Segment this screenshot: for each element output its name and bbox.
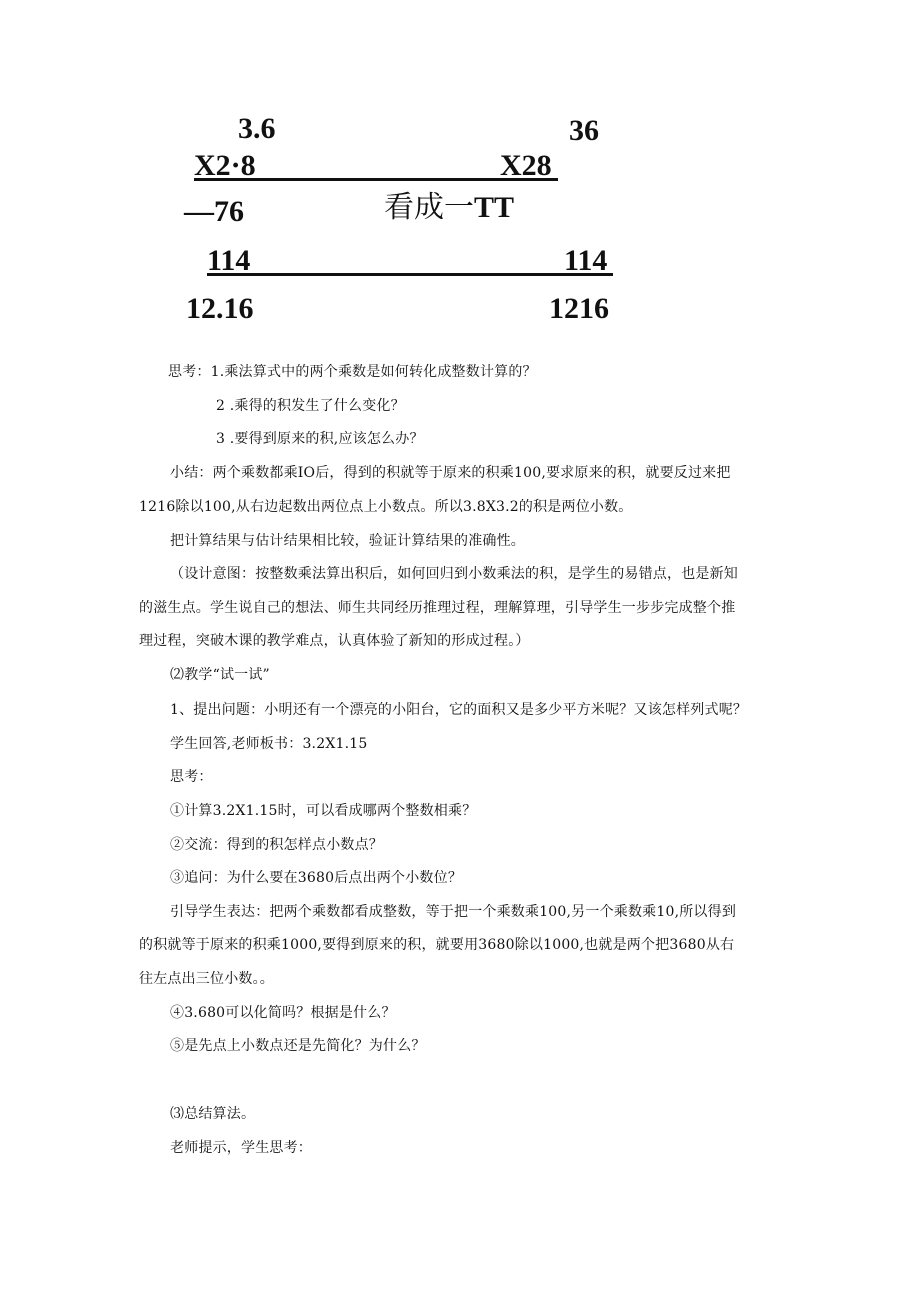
left-partial-product-2: 114 — [207, 244, 251, 277]
text-line: ④3.680可以化简吗？根据是什么？ — [170, 1005, 396, 1021]
left-result: 12.16 — [186, 292, 254, 325]
text-line: 引导学生表达：把两个乘数都看成整数，等于把一个乘数乘100,另一个乘数乘10,所以得到 — [170, 904, 737, 920]
text-line: 思考：1.乘法算式中的两个乘数是如何转化成整数计算的？ — [168, 364, 537, 380]
left-multiplicand: 3.6 — [238, 112, 276, 145]
text-line: 的滋生点。学生说自己的想法、师生共同经历推理过程，理解算理，引导学生一步步完成整个推 — [139, 600, 736, 616]
left-partial-product-1: —76 — [184, 195, 244, 228]
text-line: 学生回答,老师板书：3.2X1.15 — [170, 736, 368, 752]
text-line: 把计算结果与估计结果相比较，验证计算结果的准确性。 — [170, 533, 525, 549]
right-multiplier: X28 — [500, 149, 552, 182]
right-multiplicand: 36 — [569, 114, 599, 147]
text-line: ⑤是先点上小数点还是先简化？为什么？ — [170, 1038, 426, 1054]
right-result: 1216 — [549, 292, 609, 325]
text-line: 思考： — [170, 769, 213, 785]
text-line: ②交流：得到的积怎样点小数点？ — [170, 837, 383, 853]
left-multiplier: X2·8 — [194, 149, 256, 182]
transform-label-suffix: TT — [474, 191, 515, 224]
transform-label-text: 看成一 — [384, 190, 474, 225]
product-rule — [207, 273, 613, 276]
text-line: 1216除以100,从右边起数出两位点上小数点。所以3.8X3.2的积是两位小数。 — [139, 499, 633, 515]
section-heading: ⑶总结算法。 — [170, 1106, 256, 1122]
text-line: 小结：两个乘数都乘IO后，得到的积就等于原来的积乘100,要求原来的积，就要反过来把 — [170, 465, 731, 481]
text-line: ③追问：为什么要在3680后点出两个小数位？ — [170, 870, 463, 886]
text-line: 的积就等于原来的积乘1000,要得到原来的积，就要用3680除以1000,也就是两个把3680从右 — [139, 937, 735, 953]
text-line: 3 .要得到原来的积,应该怎么办？ — [216, 431, 424, 447]
text-line: （设计意图：按整数乘法算出积后，如何回归到小数乘法的积，是学生的易错点，也是新知 — [170, 566, 738, 582]
text-line: 1、提出问题：小明还有一个漂亮的小阳台，它的面积又是多少平方米呢？又该怎样列式呢？ — [170, 702, 748, 718]
right-partial-product: 114 — [564, 244, 608, 277]
text-line: 往左点出三位小数。。 — [139, 971, 274, 987]
transform-label — [384, 190, 515, 225]
text-line: 理过程，突破木课的教学难点，认真体验了新知的形成过程。） — [139, 633, 530, 649]
section-heading: ⑵教学“试一试” — [170, 667, 270, 683]
text-line: ①计算3.2X1.15时，可以看成哪两个整数相乘？ — [170, 803, 477, 819]
text-line: 2 .乘得的积发生了什么变化？ — [216, 398, 405, 414]
text-line: 老师提示，学生思考： — [170, 1140, 312, 1156]
